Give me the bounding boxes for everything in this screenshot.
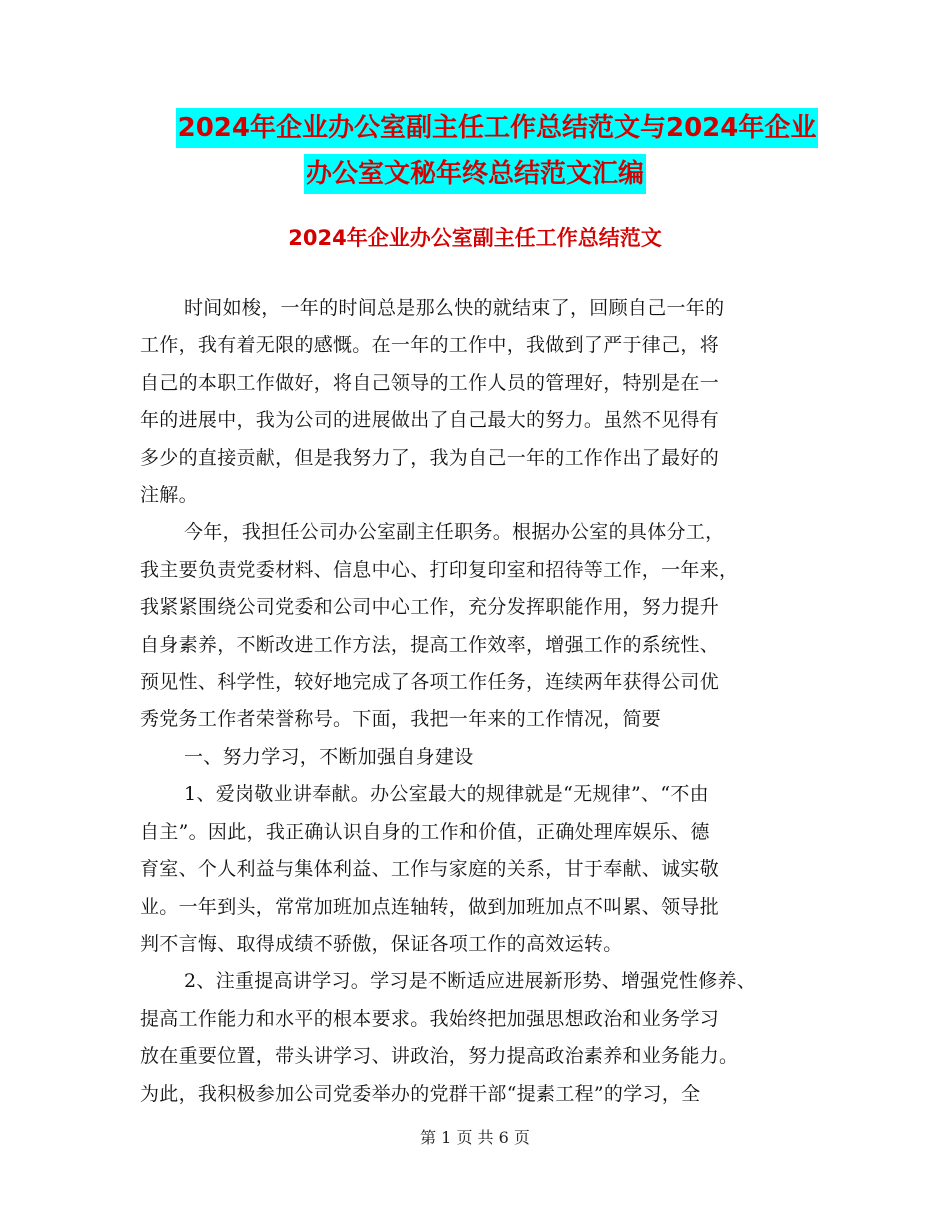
text-line: 我主要负责党委材料、信息中心、打印复印室和招待等工作，一年来， (140, 558, 739, 581)
page-footer: 第 1 页 共 6 页 (420, 1128, 530, 1147)
section-heading: 2024年企业办公室副主任工作总结范文 (288, 226, 662, 250)
text-line: 今年，我担任公司办公室副主任职务。根据办公室的具体分工， (184, 521, 725, 544)
text-line: 自身素养，不断改进工作方法，提高工作效率，增强工作的系统性、 (140, 633, 720, 656)
text-line: 工作，我有着无限的感慨。在一年的工作中，我做到了严于律己，将 (140, 334, 720, 357)
text-line: 年的进展中，我为公司的进展做出了自己最大的努力。虽然不见得有 (140, 409, 720, 432)
text-line: 多少的直接贡献，但是我努力了，我为自己一年的工作作出了最好的 (140, 446, 720, 469)
text-line: 我紧紧围绕公司党委和公司中心工作，充分发挥职能作用，努力提升 (140, 596, 720, 619)
text-line: 1、爱岗敬业讲奉献。办公室最大的规律就是“无规律”、“不由 (184, 783, 709, 806)
text-line: 注解。 (140, 484, 198, 507)
text-line: 一、努力学习，不断加强自身建设 (184, 745, 474, 768)
text-line: 为此，我积极参加公司党委举办的党群干部“提素工程”的学习，全 (140, 1082, 701, 1105)
text-line: 时间如梭，一年的时间总是那么快的就结束了，回顾自己一年的 (184, 297, 725, 319)
text-line: 秀党务工作者荣誉称号。下面，我把一年来的工作情况，简要 (140, 708, 662, 731)
text-line: 自主”。因此，我正确认识自身的工作和价值，正确处理库娱乐、德 (140, 820, 710, 843)
title-line-1: 2024年企业办公室副主任工作总结范文与2024年企业 (176, 108, 819, 148)
body-text (140, 290, 830, 1113)
text-line: 预见性、科学性，较好地完成了各项工作任务，连续两年获得公司优 (140, 671, 720, 694)
text-line: 放在重要位置，带头讲学习、讲政治，努力提高政治素养和业务能力。 (140, 1045, 739, 1068)
text-line: 业。一年到头，常常加班加点连轴转，做到加班加点不叫累、领导批 (140, 895, 720, 918)
title-line-2: 办公室文秘年终总结范文汇编 (304, 154, 646, 194)
text-line: 判不言悔、取得成绩不骄傲，保证各项工作的高效运转。 (140, 932, 623, 955)
text-line: 自己的本职工作做好，将自己领导的工作人员的管理好，特别是在一 (140, 371, 720, 394)
text-line: 育室、个人利益与集体利益、工作与家庭的关系，甘于奉献、诚实敬 (140, 858, 720, 881)
text-line: 提高工作能力和水平的根本要求。我始终把加强思想政治和业务学习 (140, 1007, 720, 1030)
text-line: 2、注重提高讲学习。学习是不断适应进展新形势、增强党性修养、 (184, 970, 757, 993)
document-title (0, 108, 950, 200)
